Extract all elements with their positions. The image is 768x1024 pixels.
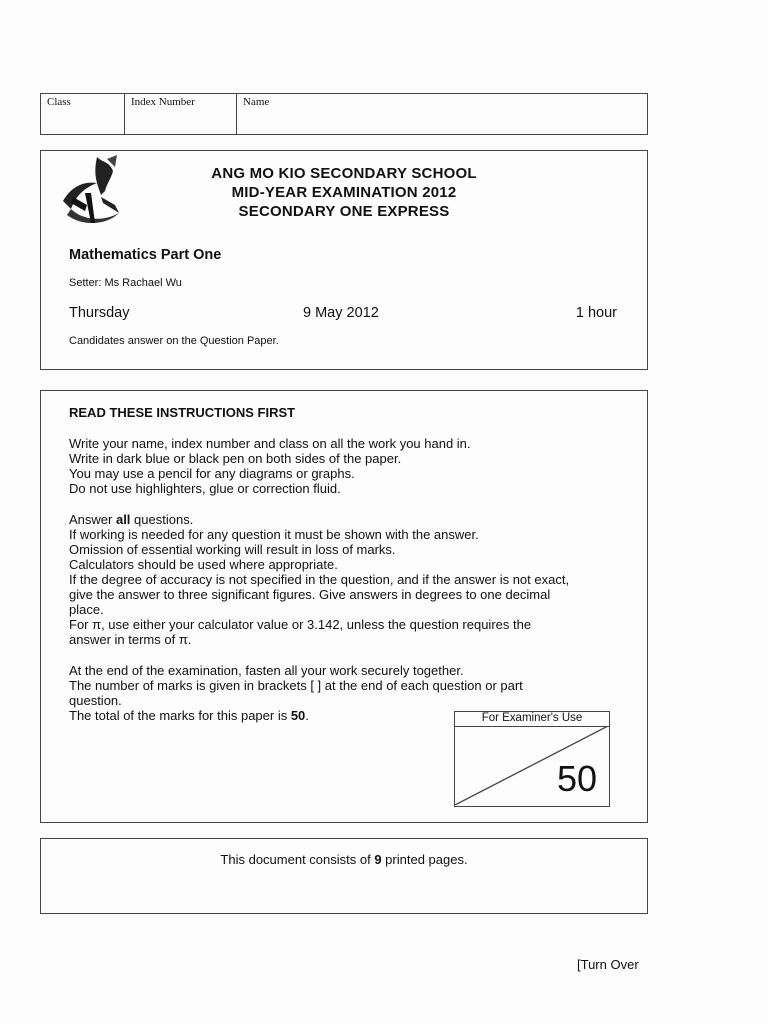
exam-level: SECONDARY ONE EXPRESS bbox=[238, 203, 450, 220]
answer-all-line bbox=[69, 512, 193, 527]
total-bold: 50 bbox=[290, 708, 306, 723]
total-post: . bbox=[305, 708, 309, 723]
name-cell[interactable] bbox=[237, 94, 647, 134]
total-score: 50 bbox=[556, 758, 597, 799]
pages-count: 9 bbox=[374, 852, 382, 867]
instruction-line: At the end of the examination, fasten all your work securely together. bbox=[69, 663, 464, 678]
answer-pre: Answer bbox=[69, 512, 116, 527]
class-label: Class bbox=[47, 96, 71, 108]
exam-name: MID-YEAR EXAMINATION 2012 bbox=[231, 184, 457, 201]
instruction-line: The number of marks is given in brackets [ ] at the end of each question or part bbox=[69, 678, 523, 693]
school-name: ANG MO KIO SECONDARY SCHOOL bbox=[211, 165, 477, 182]
page-count-line bbox=[41, 852, 647, 867]
examiners-use-label: For Examiner's Use bbox=[455, 712, 609, 727]
name-label: Name bbox=[243, 96, 270, 108]
answer-post: questions. bbox=[130, 512, 194, 527]
class-cell[interactable] bbox=[41, 94, 125, 134]
total-marks-line bbox=[69, 708, 309, 723]
instruction-line: Omission of essential working will result in loss of marks. bbox=[69, 542, 396, 557]
instruction-line: Write your name, index number and class on all the work you hand in. bbox=[69, 436, 471, 451]
score-entry-area[interactable] bbox=[457, 730, 527, 786]
instruction-line: question. bbox=[69, 693, 122, 708]
instruction-line: Do not use highlighters, glue or correction fluid. bbox=[69, 481, 341, 496]
total-pre: The total of the marks for this paper is bbox=[69, 708, 291, 723]
instructions-heading: READ THESE INSTRUCTIONS FIRST bbox=[69, 405, 296, 420]
answer-note: Candidates answer on the Question Paper. bbox=[69, 335, 279, 347]
page-count-box bbox=[40, 838, 648, 914]
instruction-line: answer in terms of π. bbox=[69, 632, 192, 647]
instruction-line: place. bbox=[69, 602, 104, 617]
instruction-line: If the degree of accuracy is not specified in the question, and if the answer is not exact, bbox=[69, 572, 570, 587]
instruction-line: If working is needed for any question it must be shown with the answer. bbox=[69, 527, 479, 542]
examiners-use-box bbox=[454, 711, 610, 807]
exam-header bbox=[40, 150, 648, 370]
instruction-line: For π, use either your calculator value or 3.142, unless the question requires the bbox=[69, 617, 532, 632]
setter-name: Setter: Ms Rachael Wu bbox=[69, 277, 182, 289]
pages-post: printed pages. bbox=[381, 852, 468, 867]
instruction-line: You may use a pencil for any diagrams or graphs. bbox=[69, 466, 355, 481]
exam-day: Thursday bbox=[69, 305, 130, 321]
instruction-line: Calculators should be used where appropriate. bbox=[69, 557, 338, 572]
index-number-label: Index Number bbox=[131, 96, 195, 108]
pages-pre: This document consists of bbox=[220, 852, 375, 867]
exam-duration: 1 hour bbox=[575, 305, 617, 321]
candidate-id-table bbox=[40, 93, 648, 135]
instruction-line: give the answer to three significant figures. Give answers in degrees to one decimal bbox=[69, 587, 551, 602]
exam-date: 9 May 2012 bbox=[303, 305, 379, 321]
index-number-cell[interactable] bbox=[125, 94, 237, 134]
answer-bold: all bbox=[115, 512, 131, 527]
instruction-line: Write in dark blue or black pen on both sides of the paper. bbox=[69, 451, 402, 466]
subject-title: Mathematics Part One bbox=[69, 247, 222, 263]
turn-over-note: [Turn Over bbox=[577, 957, 639, 972]
